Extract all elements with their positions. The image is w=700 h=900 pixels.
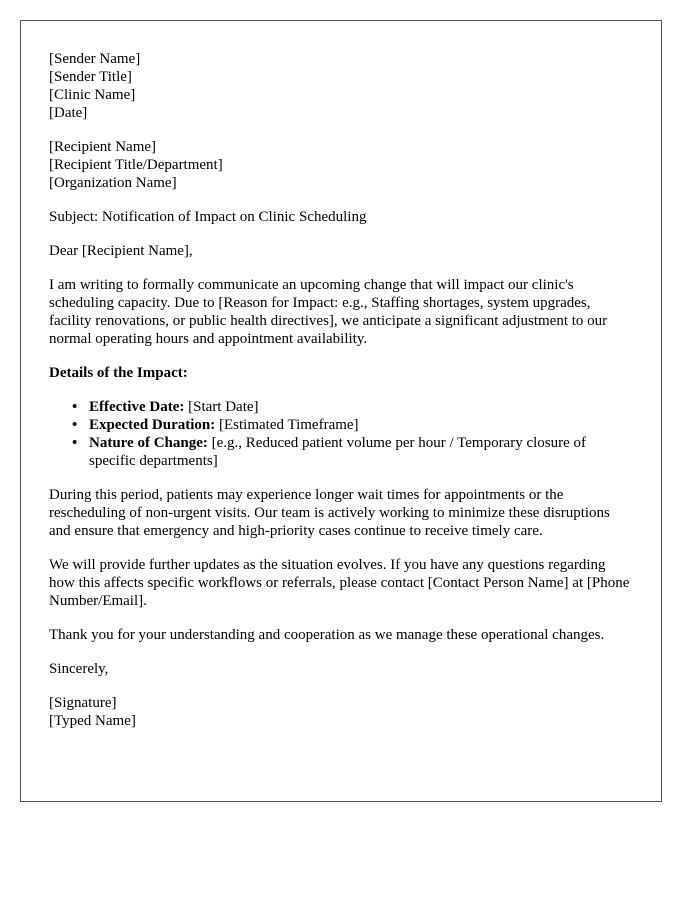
subject-line: Subject: Notification of Impact on Clinic Scheduling <box>49 209 367 225</box>
details-list <box>49 398 633 470</box>
letter-date: [Date] <box>49 105 88 121</box>
body-paragraph: During this period, patients may experience longer wait times for appointments or the rescheduling of non-urgent visits. Our team is actively working to minimize these disruptions and ensure that emergency and high-priority cases continue to receive timely care. <box>49 487 610 539</box>
bullet-icon: • <box>72 399 78 415</box>
list-item <box>72 434 633 470</box>
body-paragraph: Thank you for your understanding and cooperation as we manage these operational changes. <box>49 627 605 643</box>
list-item <box>72 416 633 434</box>
detail-label: Effective Date: <box>89 399 185 415</box>
body-paragraph: We will provide further updates as the situation evolves. If you have any questions regarding how this affects specific workflows or referrals, please contact [Contact Person Name] at [Phone Number/Email]. <box>49 557 630 609</box>
details-heading: Details of the Impact: <box>49 365 188 381</box>
bullet-icon: • <box>72 417 78 433</box>
signature-block <box>49 694 633 730</box>
recipient-name: [Recipient Name] <box>49 139 157 155</box>
recipient-block <box>49 138 633 192</box>
letter-page <box>20 20 662 802</box>
list-item <box>72 398 633 416</box>
bullet-icon: • <box>72 435 78 451</box>
intro-paragraph: I am writing to formally communicate an upcoming change that will impact our clinic's scheduling capacity. Due to [Reason for Impact: e.g., Staffing shortages, system upgrades, facility renovations, or public health directives], we anticipate a significant adjustment to our normal operating hours and appointment availability. <box>49 277 608 347</box>
signature: [Signature] <box>49 695 117 711</box>
detail-label: Expected Duration: <box>89 417 216 433</box>
recipient-title: [Recipient Title/Department] <box>49 157 223 173</box>
clinic-name: [Clinic Name] <box>49 87 136 103</box>
salutation: Dear [Recipient Name], <box>49 243 193 259</box>
sender-title: [Sender Title] <box>49 69 132 85</box>
typed-name: [Typed Name] <box>49 713 136 729</box>
sender-block <box>49 50 633 122</box>
detail-label: Nature of Change: <box>89 435 208 451</box>
organization-name: [Organization Name] <box>49 175 177 191</box>
sender-name: [Sender Name] <box>49 51 141 67</box>
detail-value: [Estimated Timeframe] <box>215 417 359 433</box>
closing: Sincerely, <box>49 661 109 677</box>
detail-value: [e.g., Reduced patient volume per hour / Temporary closure of specific departments] <box>89 435 587 469</box>
detail-value: [Start Date] <box>184 399 259 415</box>
